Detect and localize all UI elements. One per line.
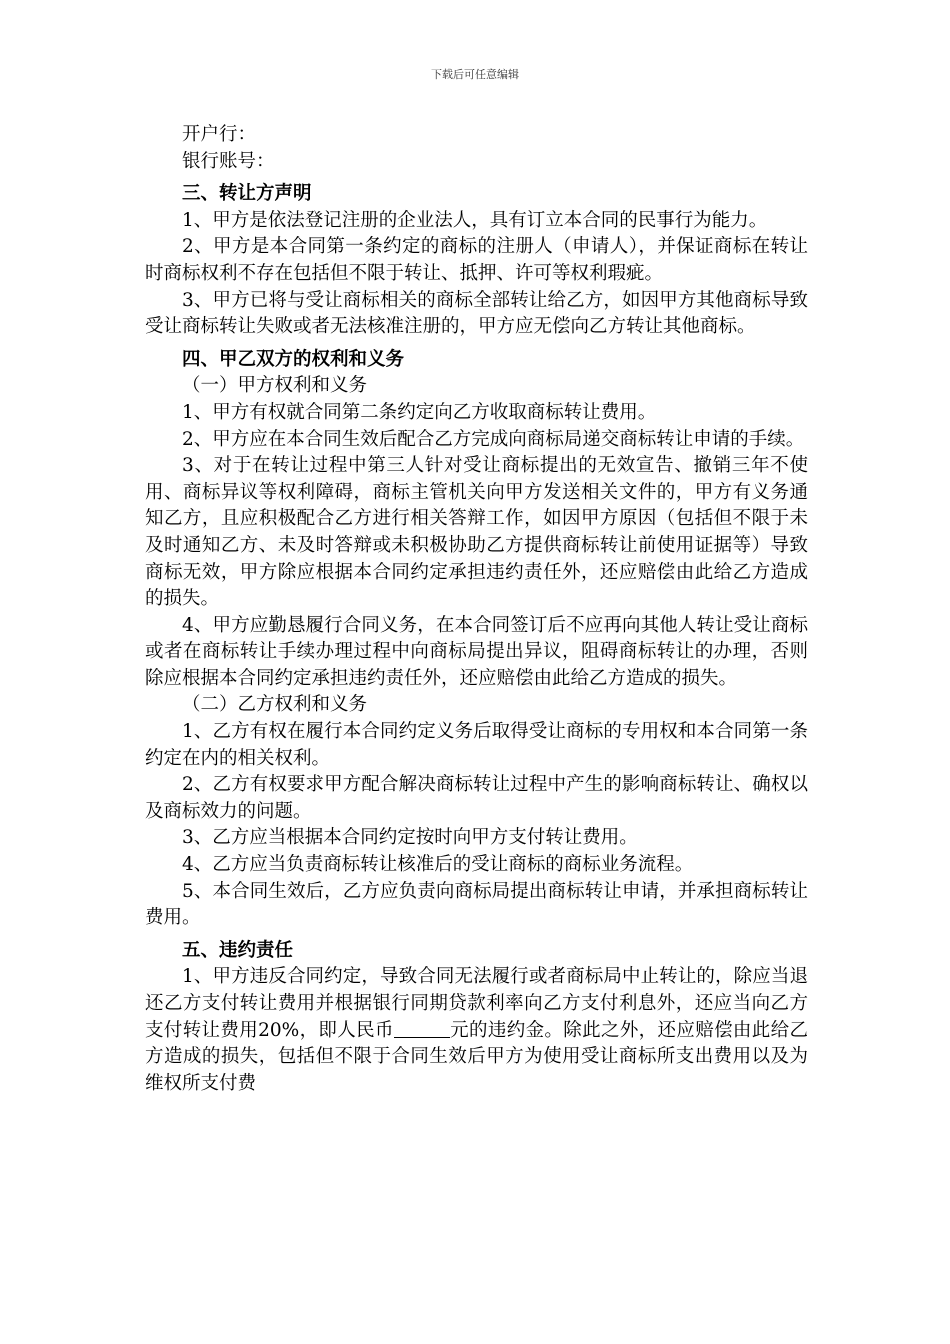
section-5-item-1: [145, 964, 808, 1097]
section-4-2-item-2: 2、乙方有权要求甲方配合解决商标转让过程中产生的影响商标转让、确权以及商标效力的问题。: [145, 774, 808, 822]
section-4-2-item-4: 4、乙方应当负责商标转让核准后的受让商标的商标业务流程。: [182, 854, 694, 876]
section-4-subtitle-1: （一）甲方权利和义务: [182, 375, 368, 397]
section-5-item-1-text-a: 1、甲方违反合同约定，导致合同无法履行或者商标局中止转让的，除应当退还乙方支付转让费用并根据银行同期贷款利率向乙方支付利息外，还应当向乙方支付转让费用20%，即人民币: [145, 966, 808, 1041]
section-5-item-1-text-b: 元的违约金。除此之外，还应赔偿由此给乙方造成的损失，包括但不限于合同生效后甲方为使用受让商标所支出费用以及为维权所支付费: [145, 1019, 808, 1094]
amount-blank: [394, 1019, 450, 1038]
section-4-title: 四、甲乙双方的权利和义务: [182, 348, 405, 370]
section-4-1-item-4: 4、甲方应勤恳履行合同义务，在本合同签订后不应再向其他人转让受让商标或者在商标转让手续办理过程中向商标局提出异议，阻碍商标转让的办理，否则除应根据本合同约定承担违约责任外，还应赔偿由此给乙方造成的损失。: [145, 614, 808, 689]
section-3-item-1: 1、甲方是依法登记注册的企业法人，具有订立本合同的民事行为能力。: [182, 209, 768, 231]
section-3-title: 三、转让方声明: [182, 183, 312, 205]
section-3-item-3: 3、甲方已将与受让商标相关的商标全部转让给乙方，如因甲方其他商标导致受让商标转让失败或者无法核准注册的，甲方应无偿向乙方转让其他商标。: [145, 289, 808, 338]
document-body: [145, 122, 808, 1097]
section-4-1-item-1: 1、甲方有权就合同第二条约定向乙方收取商标转让费用。: [182, 401, 657, 423]
section-4-subtitle-2: （二）乙方权利和义务: [182, 694, 368, 716]
section-4-2-item-5: 5、本合同生效后，乙方应负责向商标局提出商标转让申请，并承担商标转让费用。: [145, 880, 808, 929]
bank-name-line: 开户行：: [182, 124, 257, 145]
section-5-title: 五、违约责任: [182, 939, 294, 961]
page-header: 下载后可任意编辑: [431, 68, 519, 81]
section-4-1-item-2: 2、甲方应在本合同生效后配合乙方完成向商标局递交商标转让申请的手续。: [182, 428, 805, 450]
section-3-item-2: 2、甲方是本合同第一条约定的商标的注册人（申请人），并保证商标在转让时商标权利不存在包括但不限于转让、抵押、许可等权利瑕疵。: [145, 236, 808, 284]
bank-account-line: 银行账号：: [182, 150, 275, 172]
section-4-2-item-3: 3、乙方应当根据本合同约定按时向甲方支付转让费用。: [182, 827, 638, 849]
section-4-2-item-1: 1、乙方有权在履行本合同约定义务后取得受让商标的专用权和本合同第一条约定在内的相关权利。: [145, 721, 808, 769]
section-4-1-item-3: 3、对于在转让过程中第三人针对受让商标提出的无效宣告、撤销三年不使用、商标异议等权利障碍，商标主管机关向甲方发送相关文件的，甲方有义务通知乙方，且应积极配合乙方进行相关答辩工作，如因甲方原因（包括但不限于未及时通知乙方、未及时答辩或未积极协助乙方提供商标转让前使用证据等）导致商标无效，甲方除应根据本合同约定承担违约责任外，还应赔偿由此给乙方造成的损失。: [145, 455, 808, 610]
